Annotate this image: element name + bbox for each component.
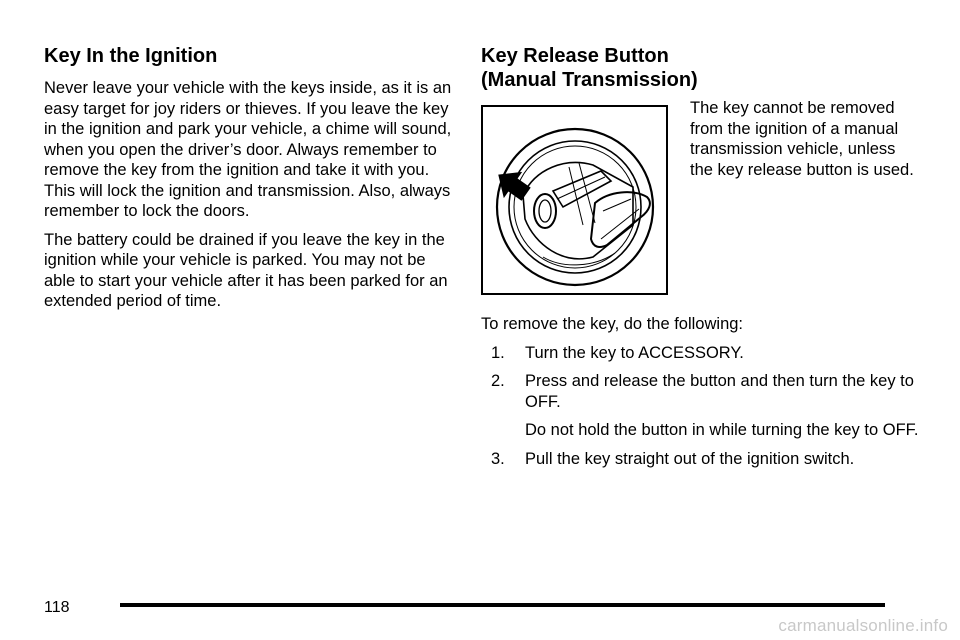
step-text: Turn the key to ACCESSORY. bbox=[525, 343, 744, 362]
list-item bbox=[491, 449, 921, 470]
instructions-intro: To remove the key, do the following: bbox=[481, 315, 744, 333]
step-number: 1. bbox=[491, 343, 505, 362]
step-number: 3. bbox=[491, 449, 505, 468]
ignition-key-illustration bbox=[481, 105, 668, 295]
right-column bbox=[481, 44, 921, 477]
page-number: 118 bbox=[44, 599, 70, 616]
step-text: Press and release the button and then turn the key to OFF. bbox=[525, 372, 914, 411]
step-text: Pull the key straight out of the ignition switch. bbox=[525, 449, 855, 468]
list-item bbox=[491, 371, 921, 441]
heading-line-2: (Manual Transmission) bbox=[481, 69, 698, 91]
left-column bbox=[44, 44, 456, 320]
ignition-switch-icon bbox=[483, 107, 666, 293]
paragraph-keys-inside: Never leave your vehicle with the keys inside, as it is an easy target for joy riders or thieves. If you leave the key in the ignition and park your vehicle, a chime will sound, when you open the driver’s door. Always remember to remove the key from the ignition and take it with you. This will lock the ignition and transmission. Also, always remember to lock the doors. bbox=[44, 79, 452, 220]
paragraph-battery-drain: The battery could be drained if you leave the key in the ignition while your vehicle is parked. You may not be able to start your vehicle after it has been parked for an extended period of time. bbox=[44, 230, 448, 310]
step-note: Do not hold the button in while turning the key to OFF. bbox=[525, 421, 919, 439]
figure-caption: The key cannot be removed from the ignition of a manual transmission vehicle, unless the key release button is used. bbox=[690, 99, 914, 179]
figure-row bbox=[481, 99, 921, 296]
steps-list bbox=[481, 343, 921, 470]
list-item bbox=[491, 343, 921, 364]
watermark-text: carmanualsonline.info bbox=[778, 616, 948, 635]
section-heading-key-release-button bbox=[481, 44, 921, 92]
section-heading-key-in-ignition: Key In the Ignition bbox=[44, 45, 218, 67]
heading-line-1: Key Release Button bbox=[481, 45, 669, 67]
step-number: 2. bbox=[491, 372, 505, 390]
footer-divider bbox=[120, 603, 885, 607]
